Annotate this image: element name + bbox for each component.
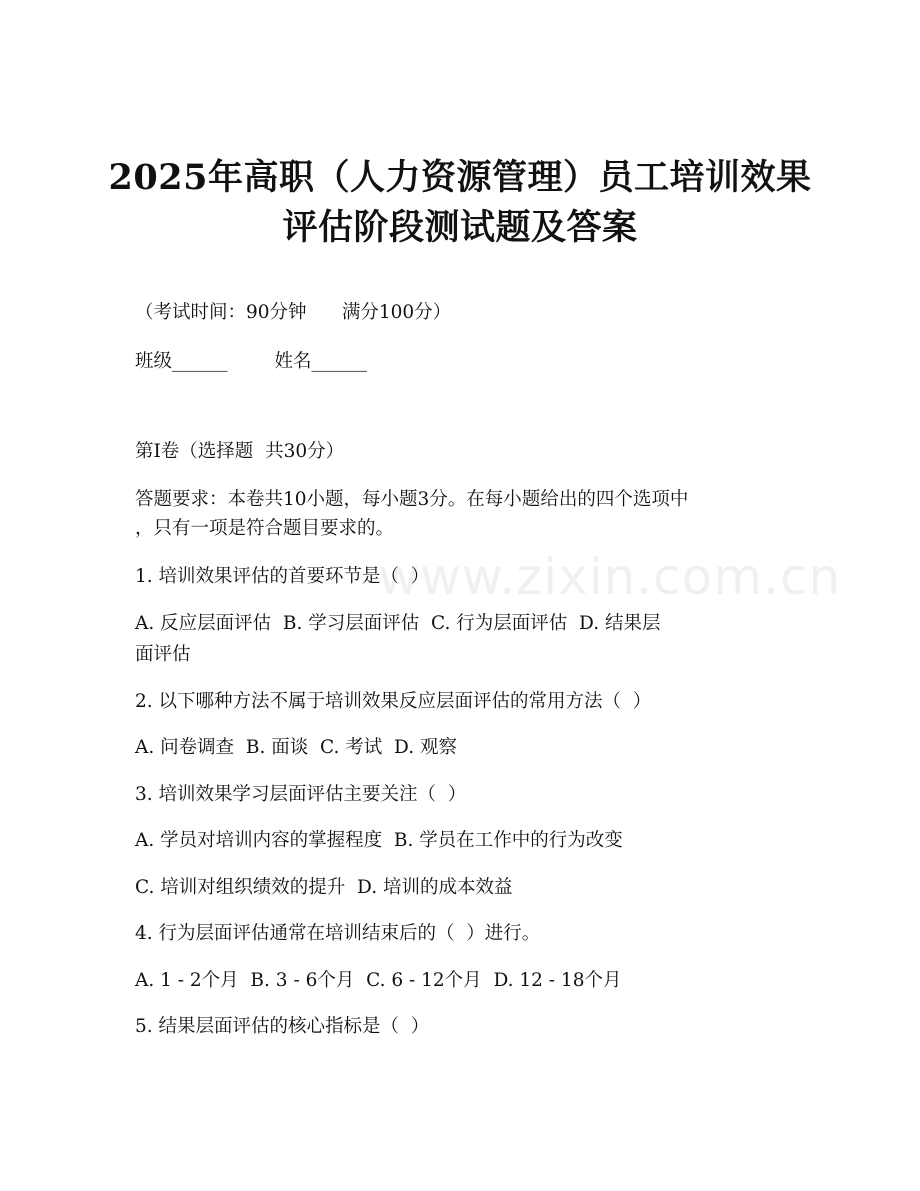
class-and-name-fields: 班级______ 姓名______ <box>135 351 368 372</box>
section-instructions-line-1: 答题要求：本卷共10小题，每小题3分。在每小题给出的四个选项中 <box>135 489 689 510</box>
watermark: www.zixin.com.cn <box>378 548 842 606</box>
question-1-options-line-2: 面评估 <box>135 644 191 665</box>
question-3-options-line-2: C. 培训对组织绩效的提升 D. 培训的成本效益 <box>135 877 513 898</box>
question-3-stem: 3. 培训效果学习层面评估主要关注（ ） <box>135 784 467 805</box>
question-1-stem: 1. 培训效果评估的首要环节是（ ） <box>135 566 430 587</box>
question-2-options: A. 问卷调查 B. 面谈 C. 考试 D. 观察 <box>135 737 457 758</box>
section-instructions-line-2: ，只有一项是符合题目要求的。 <box>135 518 395 539</box>
question-2-stem: 2. 以下哪种方法不属于培训效果反应层面评估的常用方法（ ） <box>135 691 652 712</box>
section-heading: 第I卷（选择题 共30分） <box>135 441 345 462</box>
question-5-stem: 5. 结果层面评估的核心指标是（ ） <box>135 1016 430 1037</box>
document-title-line-2: 评估阶段测试题及答案 <box>282 207 638 248</box>
question-1-options-line-1: A. 反应层面评估 B. 学习层面评估 C. 行为层面评估 D. 结果层 <box>135 613 661 634</box>
question-4-stem: 4. 行为层面评估通常在培训结束后的（ ）进行。 <box>135 923 541 944</box>
question-3-options-line-1: A. 学员对培训内容的掌握程度 B. 学员在工作中的行为改变 <box>135 830 623 851</box>
document-title-line-1: 2025年高职（人力资源管理）员工培训效果 <box>108 157 812 198</box>
question-4-options: A. 1 - 2个月 B. 3 - 6个月 C. 6 - 12个月 D. 12 - 18个月 <box>135 970 622 991</box>
exam-time-and-score: （考试时间：90分钟 满分100分） <box>135 302 452 323</box>
